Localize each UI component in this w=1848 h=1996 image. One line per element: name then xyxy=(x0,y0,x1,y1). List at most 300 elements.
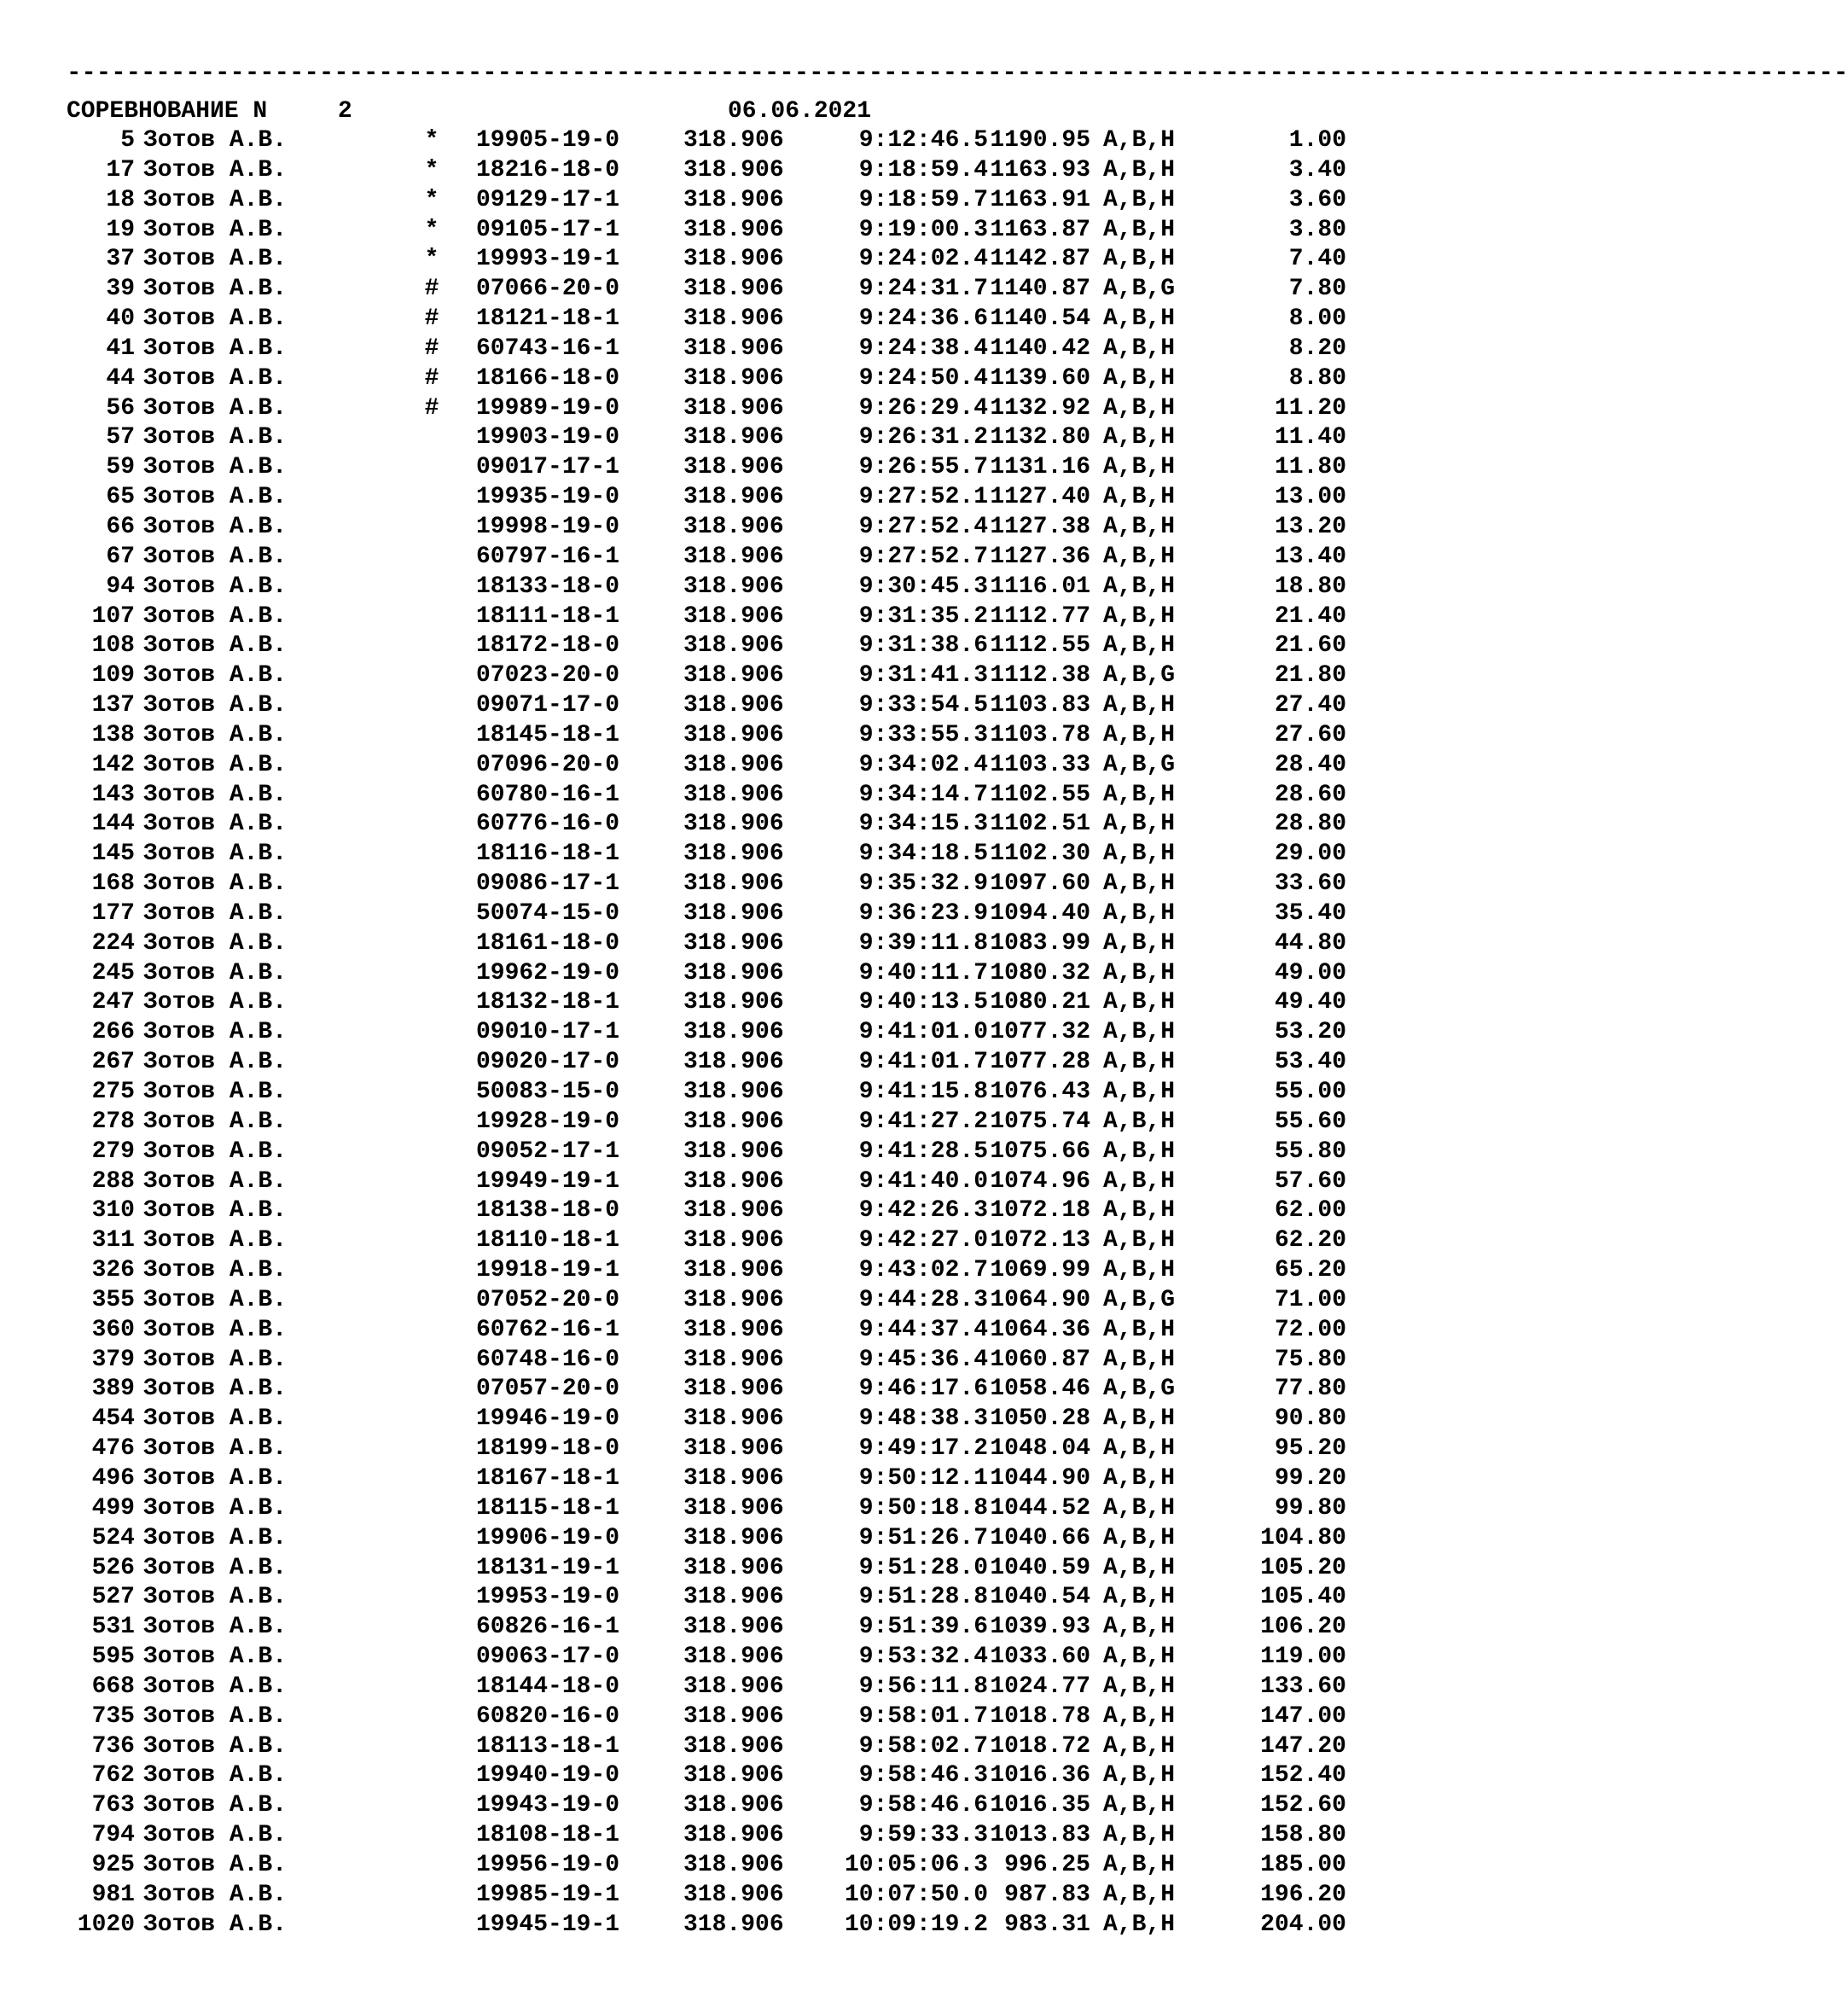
distance-cell: 318.906 xyxy=(683,1435,784,1463)
result-row xyxy=(67,1196,1346,1226)
distance-cell: 318.906 xyxy=(683,1405,784,1433)
ring-number-cell: 18108-18-1 xyxy=(476,1822,620,1849)
place-cell: 355 xyxy=(91,1286,135,1313)
place-cell: 311 xyxy=(91,1227,135,1254)
place-cell: 476 xyxy=(91,1435,135,1463)
flags-cell: A,B,H xyxy=(1103,1792,1176,1819)
name-cell: Зотов А.В. xyxy=(143,1049,288,1076)
flags-cell: A,B,H xyxy=(1103,692,1176,719)
name-cell: Зотов А.В. xyxy=(143,1464,288,1492)
place-cell: 247 xyxy=(91,989,135,1016)
score-cell: 90.80 xyxy=(1274,1405,1346,1433)
place-cell: 37 xyxy=(106,246,135,273)
result-row xyxy=(67,483,1346,513)
flags-cell: A,B,H xyxy=(1103,394,1176,422)
place-cell: 531 xyxy=(91,1614,135,1641)
arrival-time-cell: 9:24:02.4 xyxy=(858,246,988,273)
flags-cell: A,B,H xyxy=(1103,721,1176,748)
ring-number-cell: 18145-18-1 xyxy=(476,721,620,748)
name-cell: Зотов А.В. xyxy=(143,484,288,511)
ring-number-cell: 07023-20-0 xyxy=(476,662,620,690)
place-cell: 168 xyxy=(91,870,135,898)
speed-cell: 1127.36 xyxy=(990,543,1090,570)
ring-number-cell: 18115-18-1 xyxy=(476,1494,620,1522)
result-row xyxy=(67,543,1346,573)
result-row xyxy=(67,573,1346,602)
speed-cell: 1077.32 xyxy=(990,1019,1090,1046)
speed-cell: 1064.90 xyxy=(990,1286,1090,1313)
flags-cell: A,B,H xyxy=(1103,1227,1176,1254)
place-cell: 526 xyxy=(91,1554,135,1581)
result-row xyxy=(67,661,1346,691)
distance-cell: 318.906 xyxy=(683,1019,784,1046)
result-row xyxy=(67,1911,1346,1941)
flags-cell: A,B,H xyxy=(1103,841,1176,868)
ring-number-cell: 19998-19-0 xyxy=(476,513,620,540)
place-cell: 389 xyxy=(91,1376,135,1403)
distance-cell: 318.906 xyxy=(683,484,784,511)
ring-number-cell: 19953-19-0 xyxy=(476,1584,620,1611)
speed-cell: 1102.51 xyxy=(990,811,1090,838)
result-row xyxy=(67,1673,1346,1702)
ring-number-cell: 60776-16-0 xyxy=(476,811,620,838)
distance-cell: 318.906 xyxy=(683,335,784,362)
result-row xyxy=(67,1583,1346,1613)
score-cell: 95.20 xyxy=(1274,1435,1346,1463)
score-cell: 44.80 xyxy=(1274,929,1346,957)
speed-cell: 1112.55 xyxy=(990,632,1090,660)
distance-cell: 318.906 xyxy=(683,841,784,868)
name-cell: Зотов А.В. xyxy=(143,870,288,898)
speed-cell: 1024.77 xyxy=(990,1673,1090,1700)
distance-cell: 318.906 xyxy=(683,959,784,986)
speed-cell: 1060.87 xyxy=(990,1346,1090,1373)
ring-number-cell: 18161-18-0 xyxy=(476,929,620,957)
flags-cell: A,B,H xyxy=(1103,1702,1176,1730)
result-row xyxy=(67,840,1346,870)
place-cell: 17 xyxy=(106,156,135,183)
flags-cell: A,B,H xyxy=(1103,1673,1176,1700)
speed-cell: 1044.52 xyxy=(990,1494,1090,1522)
speed-cell: 1075.74 xyxy=(990,1108,1090,1135)
score-cell: 28.40 xyxy=(1274,751,1346,778)
score-cell: 53.20 xyxy=(1274,1019,1346,1046)
distance-cell: 318.906 xyxy=(683,1614,784,1641)
distance-cell: 318.906 xyxy=(683,276,784,303)
name-cell: Зотов А.В. xyxy=(143,1584,288,1611)
report-header xyxy=(67,97,1346,126)
mark-cell: * xyxy=(424,156,439,183)
score-cell: 13.00 xyxy=(1274,484,1346,511)
ring-number-cell: 09063-17-0 xyxy=(476,1644,620,1671)
result-row xyxy=(67,1494,1346,1524)
name-cell: Зотов А.В. xyxy=(143,1346,288,1373)
arrival-time-cell: 9:26:31.2 xyxy=(858,424,988,451)
flags-cell: A,B,H xyxy=(1103,1881,1176,1908)
ring-number-cell: 09017-17-1 xyxy=(476,454,620,481)
ring-number-cell: 19918-19-1 xyxy=(476,1257,620,1284)
place-cell: 65 xyxy=(106,484,135,511)
score-cell: 3.40 xyxy=(1288,156,1346,183)
result-row xyxy=(67,1434,1346,1464)
distance-cell: 318.906 xyxy=(683,751,784,778)
distance-cell: 318.906 xyxy=(683,543,784,570)
flags-cell: A,B,H xyxy=(1103,781,1176,808)
score-cell: 75.80 xyxy=(1274,1346,1346,1373)
distance-cell: 318.906 xyxy=(683,1644,784,1671)
arrival-time-cell: 9:58:02.7 xyxy=(858,1732,988,1760)
speed-cell: 1140.42 xyxy=(990,335,1090,362)
ring-number-cell: 18131-19-1 xyxy=(476,1554,620,1581)
place-cell: 736 xyxy=(91,1732,135,1760)
flags-cell: A,B,H xyxy=(1103,543,1176,570)
distance-cell: 318.906 xyxy=(683,364,784,392)
score-cell: 104.80 xyxy=(1260,1524,1346,1551)
speed-cell: 1077.28 xyxy=(990,1049,1090,1076)
mark-cell: * xyxy=(424,127,439,154)
flags-cell: A,B,G xyxy=(1103,1376,1176,1403)
arrival-time-cell: 9:51:26.7 xyxy=(858,1524,988,1551)
arrival-time-cell: 9:26:55.7 xyxy=(858,454,988,481)
ring-number-cell: 18199-18-0 xyxy=(476,1435,620,1463)
speed-cell: 1132.92 xyxy=(990,394,1090,422)
arrival-time-cell: 9:58:01.7 xyxy=(858,1702,988,1730)
score-cell: 21.60 xyxy=(1274,632,1346,660)
name-cell: Зотов А.В. xyxy=(143,513,288,540)
distance-cell: 318.906 xyxy=(683,1524,784,1551)
name-cell: Зотов А.В. xyxy=(143,1732,288,1760)
speed-cell: 1083.99 xyxy=(990,929,1090,957)
name-cell: Зотов А.В. xyxy=(143,394,288,422)
ring-number-cell: 19946-19-0 xyxy=(476,1405,620,1433)
speed-cell: 1069.99 xyxy=(990,1257,1090,1284)
result-row xyxy=(67,1821,1346,1851)
distance-cell: 318.906 xyxy=(683,989,784,1016)
name-cell: Зотов А.В. xyxy=(143,335,288,362)
name-cell: Зотов А.В. xyxy=(143,1227,288,1254)
arrival-time-cell: 9:40:11.7 xyxy=(858,959,988,986)
place-cell: 224 xyxy=(91,929,135,957)
score-cell: 3.80 xyxy=(1288,216,1346,243)
result-row xyxy=(67,275,1346,305)
arrival-time-cell: 9:18:59.7 xyxy=(858,186,988,213)
result-row xyxy=(67,305,1346,335)
ring-number-cell: 18111-18-1 xyxy=(476,602,620,630)
speed-cell: 1016.35 xyxy=(990,1792,1090,1819)
result-row xyxy=(67,751,1346,781)
name-cell: Зотов А.В. xyxy=(143,1644,288,1671)
arrival-time-cell: 9:44:28.3 xyxy=(858,1286,988,1313)
speed-cell: 996.25 xyxy=(1004,1851,1090,1878)
name-cell: Зотов А.В. xyxy=(143,1079,288,1105)
name-cell: Зотов А.В. xyxy=(143,1405,288,1433)
place-cell: 981 xyxy=(91,1881,135,1908)
distance-cell: 318.906 xyxy=(683,1732,784,1760)
speed-cell: 987.83 xyxy=(1004,1881,1090,1908)
speed-cell: 1163.91 xyxy=(990,186,1090,213)
flags-cell: A,B,H xyxy=(1103,1614,1176,1641)
result-row xyxy=(67,1554,1346,1584)
flags-cell: A,B,H xyxy=(1103,1197,1176,1225)
speed-cell: 1127.40 xyxy=(990,484,1090,511)
ring-number-cell: 19903-19-0 xyxy=(476,424,620,451)
flags-cell: A,B,H xyxy=(1103,1435,1176,1463)
place-cell: 762 xyxy=(91,1762,135,1789)
score-cell: 196.20 xyxy=(1260,1881,1346,1908)
score-cell: 158.80 xyxy=(1260,1822,1346,1849)
ring-number-cell: 50074-15-0 xyxy=(476,899,620,927)
ring-number-cell: 09071-17-0 xyxy=(476,692,620,719)
result-row xyxy=(67,721,1346,751)
ring-number-cell: 50083-15-0 xyxy=(476,1079,620,1105)
place-cell: 454 xyxy=(91,1405,135,1433)
distance-cell: 318.906 xyxy=(683,1049,784,1076)
name-cell: Зотов А.В. xyxy=(143,127,288,154)
result-row xyxy=(67,1702,1346,1732)
place-cell: 267 xyxy=(91,1049,135,1076)
place-cell: 137 xyxy=(91,692,135,719)
competition-date: 06.06.2021 xyxy=(728,98,872,125)
arrival-time-cell: 9:19:00.3 xyxy=(858,216,988,243)
score-cell: 8.20 xyxy=(1288,335,1346,362)
arrival-time-cell: 9:33:54.5 xyxy=(858,692,988,719)
score-cell: 11.40 xyxy=(1274,424,1346,451)
place-cell: 67 xyxy=(106,543,135,570)
result-row xyxy=(67,453,1346,483)
ring-number-cell: 19928-19-0 xyxy=(476,1108,620,1135)
speed-cell: 1127.38 xyxy=(990,513,1090,540)
speed-cell: 1076.43 xyxy=(990,1079,1090,1105)
speed-cell: 1018.72 xyxy=(990,1732,1090,1760)
mark-cell: * xyxy=(424,186,439,213)
distance-cell: 318.906 xyxy=(683,1792,784,1819)
flags-cell: A,B,H xyxy=(1103,1405,1176,1433)
distance-cell: 318.906 xyxy=(683,246,784,273)
arrival-time-cell: 10:09:19.2 xyxy=(844,1911,988,1938)
place-cell: 18 xyxy=(106,186,135,213)
arrival-time-cell: 9:34:02.4 xyxy=(858,751,988,778)
place-cell: 40 xyxy=(106,306,135,333)
speed-cell: 1112.77 xyxy=(990,602,1090,630)
distance-cell: 318.906 xyxy=(683,929,784,957)
place-cell: 595 xyxy=(91,1644,135,1671)
distance-cell: 318.906 xyxy=(683,1227,784,1254)
competition-number: 2 xyxy=(338,98,352,125)
result-row xyxy=(67,1643,1346,1673)
speed-cell: 1040.54 xyxy=(990,1584,1090,1611)
name-cell: Зотов А.В. xyxy=(143,364,288,392)
place-cell: 59 xyxy=(106,454,135,481)
arrival-time-cell: 9:33:55.3 xyxy=(858,721,988,748)
arrival-time-cell: 9:12:46.5 xyxy=(858,127,988,154)
speed-cell: 1140.54 xyxy=(990,306,1090,333)
result-row xyxy=(67,1346,1346,1376)
name-cell: Зотов А.В. xyxy=(143,989,288,1016)
ring-number-cell: 19940-19-0 xyxy=(476,1762,620,1789)
mark-cell: # xyxy=(424,306,439,333)
score-cell: 28.60 xyxy=(1274,781,1346,808)
flags-cell: A,B,H xyxy=(1103,1584,1176,1611)
arrival-time-cell: 9:31:35.2 xyxy=(858,602,988,630)
speed-cell: 1040.66 xyxy=(990,1524,1090,1551)
score-cell: 72.00 xyxy=(1274,1316,1346,1343)
ring-number-cell: 09105-17-1 xyxy=(476,216,620,243)
mark-cell: * xyxy=(424,246,439,273)
flags-cell: A,B,H xyxy=(1103,1911,1176,1938)
result-row xyxy=(67,126,1346,156)
distance-cell: 318.906 xyxy=(683,870,784,898)
name-cell: Зотов А.В. xyxy=(143,246,288,273)
score-cell: 147.20 xyxy=(1260,1732,1346,1760)
result-row xyxy=(67,1732,1346,1762)
arrival-time-cell: 9:44:37.4 xyxy=(858,1316,988,1343)
name-cell: Зотов А.В. xyxy=(143,899,288,927)
score-cell: 53.40 xyxy=(1274,1049,1346,1076)
speed-cell: 983.31 xyxy=(1004,1911,1090,1938)
score-cell: 29.00 xyxy=(1274,841,1346,868)
place-cell: 145 xyxy=(91,841,135,868)
place-cell: 108 xyxy=(91,632,135,660)
distance-cell: 318.906 xyxy=(683,1346,784,1373)
score-cell: 13.20 xyxy=(1274,513,1346,540)
arrival-time-cell: 9:48:38.3 xyxy=(858,1405,988,1433)
arrival-time-cell: 9:24:38.4 xyxy=(858,335,988,362)
result-row xyxy=(67,394,1346,424)
flags-cell: A,B,H xyxy=(1103,870,1176,898)
distance-cell: 318.906 xyxy=(683,186,784,213)
place-cell: 41 xyxy=(106,335,135,362)
arrival-time-cell: 9:46:17.6 xyxy=(858,1376,988,1403)
name-cell: Зотов А.В. xyxy=(143,929,288,957)
score-cell: 11.80 xyxy=(1274,454,1346,481)
distance-cell: 318.906 xyxy=(683,573,784,600)
flags-cell: A,B,H xyxy=(1103,484,1176,511)
speed-cell: 1016.36 xyxy=(990,1762,1090,1789)
ring-number-cell: 09010-17-1 xyxy=(476,1019,620,1046)
name-cell: Зотов А.В. xyxy=(143,1851,288,1878)
arrival-time-cell: 9:41:15.8 xyxy=(858,1079,988,1105)
arrival-time-cell: 9:27:52.1 xyxy=(858,484,988,511)
place-cell: 379 xyxy=(91,1346,135,1373)
name-cell: Зотов А.В. xyxy=(143,306,288,333)
speed-cell: 1072.18 xyxy=(990,1197,1090,1225)
distance-cell: 318.906 xyxy=(683,1881,784,1908)
result-row xyxy=(67,1881,1346,1911)
speed-cell: 1018.78 xyxy=(990,1702,1090,1730)
speed-cell: 1050.28 xyxy=(990,1405,1090,1433)
arrival-time-cell: 9:30:45.3 xyxy=(858,573,988,600)
result-row xyxy=(67,186,1346,216)
distance-cell: 318.906 xyxy=(683,454,784,481)
speed-cell: 1163.87 xyxy=(990,216,1090,243)
score-cell: 147.00 xyxy=(1260,1702,1346,1730)
distance-cell: 318.906 xyxy=(683,216,784,243)
score-cell: 133.60 xyxy=(1260,1673,1346,1700)
distance-cell: 318.906 xyxy=(683,781,784,808)
score-cell: 57.60 xyxy=(1274,1167,1346,1195)
score-cell: 55.60 xyxy=(1274,1108,1346,1135)
result-row xyxy=(67,1761,1346,1791)
name-cell: Зотов А.В. xyxy=(143,632,288,660)
name-cell: Зотов А.В. xyxy=(143,1197,288,1225)
result-row xyxy=(67,1167,1346,1197)
flags-cell: A,B,H xyxy=(1103,1494,1176,1522)
result-row xyxy=(67,513,1346,543)
arrival-time-cell: 9:39:11.8 xyxy=(858,929,988,957)
dashed-divider: ------------------------------------------------------------------------------------------------------------------------ xyxy=(67,59,1848,87)
distance-cell: 318.906 xyxy=(683,1762,784,1789)
place-cell: 44 xyxy=(106,364,135,392)
mark-cell: # xyxy=(424,276,439,303)
distance-cell: 318.906 xyxy=(683,721,784,748)
ring-number-cell: 19943-19-0 xyxy=(476,1792,620,1819)
result-row xyxy=(67,1286,1346,1316)
arrival-time-cell: 9:43:02.7 xyxy=(858,1257,988,1284)
ring-number-cell: 19985-19-1 xyxy=(476,1881,620,1908)
ring-number-cell: 18216-18-0 xyxy=(476,156,620,183)
score-cell: 55.00 xyxy=(1274,1079,1346,1105)
result-row xyxy=(67,1048,1346,1078)
result-row xyxy=(67,959,1346,989)
result-row xyxy=(67,1316,1346,1346)
flags-cell: A,B,H xyxy=(1103,1851,1176,1878)
name-cell: Зотов А.В. xyxy=(143,1167,288,1195)
ring-number-cell: 60826-16-1 xyxy=(476,1614,620,1641)
name-cell: Зотов А.В. xyxy=(143,1881,288,1908)
flags-cell: A,B,H xyxy=(1103,959,1176,986)
arrival-time-cell: 9:27:52.7 xyxy=(858,543,988,570)
distance-cell: 318.906 xyxy=(683,1138,784,1165)
name-cell: Зотов А.В. xyxy=(143,1614,288,1641)
arrival-time-cell: 10:05:06.3 xyxy=(844,1851,988,1878)
speed-cell: 1112.38 xyxy=(990,662,1090,690)
arrival-time-cell: 9:58:46.6 xyxy=(858,1792,988,1819)
place-cell: 668 xyxy=(91,1673,135,1700)
place-cell: 177 xyxy=(91,899,135,927)
arrival-time-cell: 9:34:18.5 xyxy=(858,841,988,868)
ring-number-cell: 18167-18-1 xyxy=(476,1464,620,1492)
distance-cell: 318.906 xyxy=(683,602,784,630)
result-row xyxy=(67,1226,1346,1256)
ring-number-cell: 09020-17-0 xyxy=(476,1049,620,1076)
ring-number-cell: 19949-19-1 xyxy=(476,1167,620,1195)
distance-cell: 318.906 xyxy=(683,632,784,660)
place-cell: 245 xyxy=(91,959,135,986)
result-row xyxy=(67,335,1346,364)
score-cell: 65.20 xyxy=(1274,1257,1346,1284)
mark-cell: # xyxy=(424,335,439,362)
speed-cell: 1142.87 xyxy=(990,246,1090,273)
flags-cell: A,B,G xyxy=(1103,1286,1176,1313)
score-cell: 152.60 xyxy=(1260,1792,1346,1819)
distance-cell: 318.906 xyxy=(683,1079,784,1105)
distance-cell: 318.906 xyxy=(683,127,784,154)
flags-cell: A,B,G xyxy=(1103,276,1176,303)
flags-cell: A,B,H xyxy=(1103,156,1176,183)
score-cell: 13.40 xyxy=(1274,543,1346,570)
ring-number-cell: 18110-18-1 xyxy=(476,1227,620,1254)
score-cell: 8.00 xyxy=(1288,306,1346,333)
flags-cell: A,B,H xyxy=(1103,246,1176,273)
name-cell: Зотов А.В. xyxy=(143,1673,288,1700)
arrival-time-cell: 9:18:59.4 xyxy=(858,156,988,183)
speed-cell: 1097.60 xyxy=(990,870,1090,898)
ring-number-cell: 19989-19-0 xyxy=(476,394,620,422)
flags-cell: A,B,H xyxy=(1103,1167,1176,1195)
result-row xyxy=(67,1405,1346,1434)
ring-number-cell: 60820-16-0 xyxy=(476,1702,620,1730)
place-cell: 524 xyxy=(91,1524,135,1551)
